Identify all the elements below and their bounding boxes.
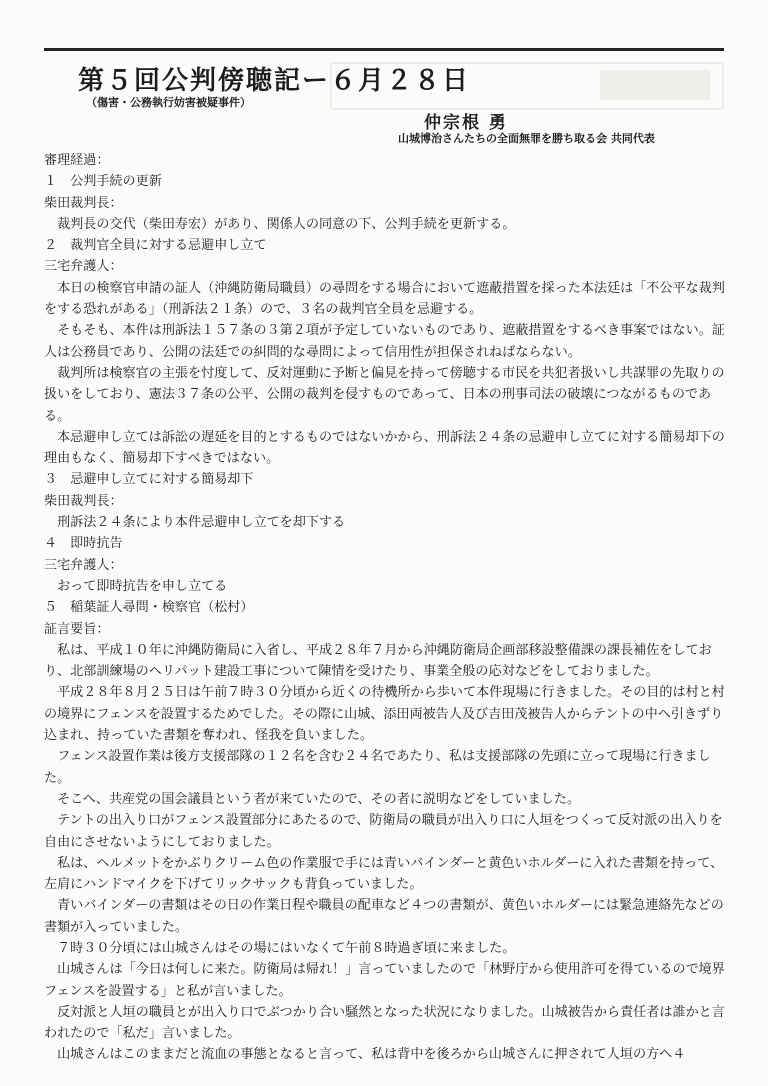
paragraph: 私は、平成１０年に沖縄防衛局に入省し、平成２８年７月から沖縄防衛局企画部移設整備課の課長補佐をしており、北部訓練場のヘリパット建設工事について陳情を受けたり、事業全般の応対などをしておりました。 xyxy=(44,642,712,680)
paragraph: おって即時抗告を申し立てる xyxy=(57,578,228,594)
section-item: ２ 裁判官全員に対する忌避申し立て xyxy=(44,238,267,254)
speaker-label: 三宅弁護人： xyxy=(44,557,123,573)
paragraph: 裁判所は検察官の主張を忖度して、反対運動に予断と偏見を持って傍聴する市民を共犯者扱いし共謀罪の先取りの扱いをしており、憲法３７条の公平、公開の裁判を侵すものであって、日本の刑事司法の破壊につながるものである。 xyxy=(44,365,725,424)
paragraph: 反対派と人垣の職員とが出入り口でぶつかり合い騒然となった状況になりました。山城被告から責任者は誰かと言われたので「私だ」言いました。 xyxy=(44,1004,725,1042)
author-name: 仲宗根 勇 xyxy=(424,113,508,133)
section-item: ４ 即時抗告 xyxy=(44,536,123,552)
paragraph: 本日の検察官申請の証人（沖縄防衛局職員）の尋問をする場合において遮蔽措置を採った本法廷は「不公平な裁判をする恐れがある」（刑訴法２１条）ので、３名の裁判官全員を忌避する。 xyxy=(44,280,725,318)
paragraph: そこへ、共産党の国会議員という者が来ていたので、その者に説明などをしていました。 xyxy=(57,791,581,807)
speaker-label: 柴田裁判長： xyxy=(44,493,123,509)
paragraph: テントの出入り口がフェンス設置部分にあたるので、防衛局の職員が出入り口に人垣をつくって反対派の出入りを自由にさせないようにしておりました。 xyxy=(44,813,723,850)
speaker-label: 三宅弁護人： xyxy=(44,259,123,275)
article-body xyxy=(44,150,728,1066)
paragraph: 私は、ヘルメットをかぶりクリーム色の作業服で手には青いバインダーと黄色いホルダーに入れた書類を持って、左肩にハンドマイクを下げてリックサックも背負っていました。 xyxy=(44,855,724,893)
section-item: １ 公判手続の更新 xyxy=(44,174,162,190)
paragraph: そもそも、本件は刑訴法１５７条の３第２項が予定していないものであり、遮蔽措置をするべき事案ではない。証人は公務員であり、公開の法廷での糾問的な尋問によって信用性が担保されねばならない。 xyxy=(44,323,725,360)
page-subtitle: （傷害・公務執行妨害被疑事件） xyxy=(86,96,251,109)
paragraph: 山城さんは「今日は何しに来た。防衛局は帰れ！」言っていましたので「林野庁から使用許可を得ているので境界フェンスを設置する」と私が言いました。 xyxy=(44,962,725,999)
section-heading: 審理経過： xyxy=(44,153,110,168)
paragraph: 裁判長の交代（柴田寿宏）があり、関係人の同意の下、公判手続を更新する。 xyxy=(57,216,516,232)
page-title: 第５回公判傍聴記ー６月２８日 xyxy=(78,66,471,96)
paragraph: 平成２８年８月２５日は午前７時３０分頃から近くの待機所から歩いて本件現場に行きました。その目的は村と村の境界にフェンスを設置するためでした。その際に山城、添田両被告人及び吉田茂被告人からテントの中へ引きずり込まれ、持っていた書類を奪われ、怪我を負いました。 xyxy=(44,685,725,744)
paragraph: ７時３０分頃には山城さんはその場にはいなくて午前８時過ぎ頃に来ました。 xyxy=(57,940,516,956)
paragraph: 刑訴法２４条により本件忌避申し立てを却下する xyxy=(57,515,346,531)
speaker-label: 証言要旨： xyxy=(44,621,110,637)
top-rule xyxy=(44,48,724,51)
section-item: ５ 稲葉証人尋問・検察官（松村） xyxy=(44,600,254,616)
speaker-label: 柴田裁判長： xyxy=(44,195,123,211)
paragraph: 山城さんはこのままだと流血の事態となると言って、私は背中を後ろから山城さんに押されて人垣の方へ４ xyxy=(57,1047,686,1063)
author-affiliation: 山城博治さんたちの全面無罪を勝ち取る会 共同代表 xyxy=(398,132,655,145)
paragraph: フェンス設置作業は後方支援部隊の１２名を含む２４名であたり、私は支援部隊の先頭に立って現場に行きました。 xyxy=(44,749,711,786)
section-item: ３ 忌避申し立てに対する簡易却下 xyxy=(44,472,254,488)
paragraph: 本忌避申し立ては訴訟の遅延を目的とするものではないかから、刑訴法２４条の忌避申し立てに対する簡易却下の理由もなく、簡易却下すべきではない。 xyxy=(44,429,725,467)
paragraph: 青いバインダーの書類はその日の作業日程や職員の配車など４つの書類が、黄色いホルダーには緊急連絡先などの書類が入っていました。 xyxy=(44,898,724,935)
bleed-through-shape xyxy=(600,70,710,100)
